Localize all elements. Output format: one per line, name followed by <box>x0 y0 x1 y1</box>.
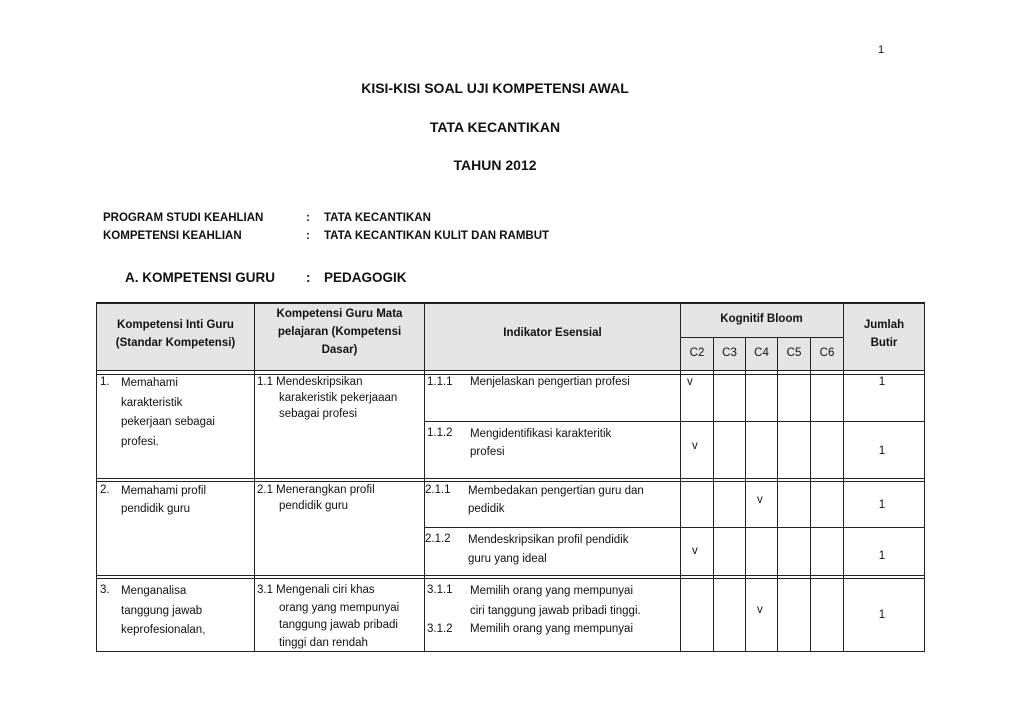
table-right-border <box>924 302 925 652</box>
col-divider <box>713 337 714 652</box>
kompetensi-inti-number: 1. <box>100 376 110 388</box>
indikator-number: 1.1.1 <box>427 376 453 388</box>
table-top-border <box>96 302 925 304</box>
indikator-text: Mendeskripsikan profil pendidik guru yang ideal <box>468 534 629 565</box>
indikator-number: 3.1.1 <box>427 584 453 596</box>
kompetensi-sep: : <box>306 230 310 242</box>
indikator-number: 3.1.2 <box>427 623 453 635</box>
header-kompetensi-inti: Kompetensi Inti Guru (Standar Kompetensi) <box>115 319 236 349</box>
document-year: TAHUN 2012 <box>453 157 537 173</box>
document-title: KISI-KISI SOAL UJI KOMPETENSI AWAL <box>361 80 629 96</box>
kompetensi-dasar-text: 1.1 Mendeskripsikan karakeristik pekerjaaan sebagai profesi <box>257 376 398 420</box>
jumlah-butir-value: 1 <box>878 376 886 388</box>
jumlah-butir-value: 1 <box>878 609 886 621</box>
col-divider <box>777 337 778 652</box>
header-kompetensi-dasar: Kompetensi Guru Mata pelajaran (Kompetensi Dasar) <box>276 308 403 356</box>
table-bottom-border <box>96 651 925 652</box>
indikator-number: 2.1.2 <box>425 533 451 545</box>
col-divider <box>843 302 844 652</box>
kompetensi-inti-text: Memahami profil pendidik guru <box>121 485 206 515</box>
col-divider <box>424 302 425 652</box>
indikator-text: Membedakan pengertian guru dan pedidik <box>468 485 644 515</box>
header-jumlah-butir: Jumlah Butir <box>863 319 905 349</box>
program-value: TATA KECANTIKAN <box>324 212 431 224</box>
group-divider <box>96 478 925 479</box>
header-c2: C2 <box>689 347 705 359</box>
kompetensi-value: TATA KECANTIKAN KULIT DAN RAMBUT <box>324 230 550 242</box>
kompetensi-inti-text: Memahami karakteristik pekerjaan sebagai profesi. <box>121 377 215 448</box>
bloom-check-mark: v <box>692 440 698 452</box>
header-bottom-border <box>96 370 925 371</box>
indikator-text: Menjelaskan pengertian profesi <box>470 376 630 388</box>
bloom-check-mark: v <box>687 376 693 388</box>
indikator-text: Memilih orang yang mempunyai <box>470 623 633 635</box>
table-left-border <box>96 302 97 652</box>
kompetensi-inti-number: 3. <box>100 584 110 596</box>
indikator-text: Mengidentifikasi karakteritik profesi <box>470 428 612 458</box>
header-bloom: Kognitif Bloom <box>720 313 803 325</box>
bloom-check-mark: v <box>757 494 763 506</box>
header-c6: C6 <box>819 347 835 359</box>
section-value: PEDAGOGIK <box>324 270 407 285</box>
kompetensi-dasar-text: 3.1 Mengenali ciri khas orang yang mempunyai tanggung jawab pribadi tinggi dan rendah <box>257 584 400 649</box>
group-divider <box>96 575 925 576</box>
jumlah-butir-value: 1 <box>878 499 886 511</box>
header-indikator: Indikator Esensial <box>503 327 602 339</box>
row-divider <box>424 527 925 528</box>
page-number: 1 <box>878 44 885 56</box>
kompetensi-inti-text: Menganalisa tanggung jawab keprofesionalan, <box>121 585 206 636</box>
bloom-check-mark: v <box>692 545 698 557</box>
kompetensi-label: KOMPETENSI KEAHLIAN <box>103 230 242 242</box>
kompetensi-inti-number: 2. <box>100 484 110 496</box>
group-divider-2 <box>96 578 925 579</box>
header-c3: C3 <box>722 347 737 359</box>
document-subtitle: TATA KECANTIKAN <box>429 119 561 135</box>
col-divider <box>745 337 746 652</box>
row-divider <box>424 421 925 422</box>
kompetensi-dasar-text: 2.1 Menerangkan profil pendidik guru <box>257 484 375 512</box>
header-c5: C5 <box>786 347 802 359</box>
section-sep: : <box>306 270 311 285</box>
program-sep: : <box>306 212 310 224</box>
jumlah-butir-value: 1 <box>878 550 886 562</box>
bloom-check-mark: v <box>757 604 763 616</box>
bloom-divider <box>680 337 843 338</box>
indikator-number: 2.1.1 <box>425 484 451 496</box>
indikator-number: 1.1.2 <box>427 427 453 439</box>
col-divider <box>810 337 811 652</box>
program-label: PROGRAM STUDI KEAHLIAN <box>103 212 264 224</box>
header-c4: C4 <box>754 347 769 359</box>
jumlah-butir-value: 1 <box>878 445 886 457</box>
indikator-text: Memilih orang yang mempunyai ciri tanggung jawab pribadi tinggi. <box>470 585 641 617</box>
section-label: A. KOMPETENSI GURU <box>125 270 276 285</box>
